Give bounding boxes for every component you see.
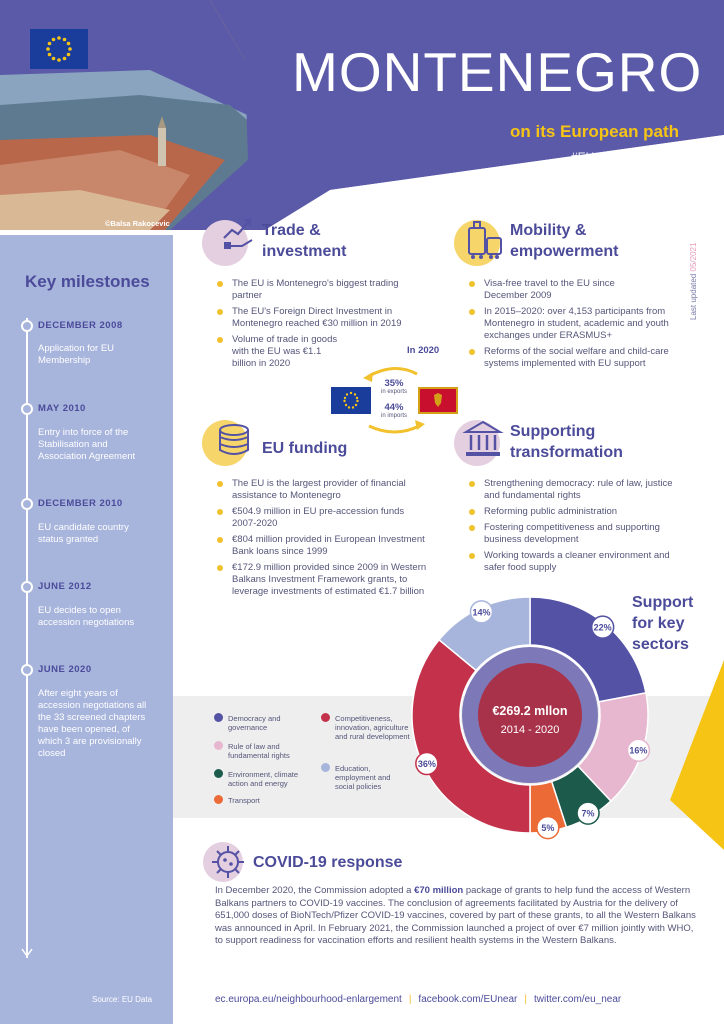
list-item: Reforms of the social welfare and child-care systems implemented with EU support — [468, 346, 680, 370]
list-item: The EU is the largest provider of financial assistance to Montenegro — [216, 478, 428, 502]
imports-stat: 44% in imports — [380, 402, 407, 419]
list-item: Fostering competitiveness and supporting business development — [468, 522, 683, 546]
donut-label: 5% — [541, 823, 555, 834]
milestone-dot — [21, 403, 33, 415]
legend-dot — [214, 795, 223, 804]
hashtag: #EUenlargement — [571, 150, 662, 164]
footer-link-twitter[interactable]: twitter.com/eu_near — [533, 994, 622, 1005]
legend-dot — [214, 741, 223, 750]
donut-center: €269.2 mllon 2014 - 2020 — [492, 704, 568, 736]
milestone-date: MAY 2010 — [38, 403, 86, 414]
montenegro-flag-icon — [418, 387, 458, 414]
eu-flag-small-icon — [331, 387, 371, 414]
legend-dot — [214, 769, 223, 778]
milestone-date: JUNE 2020 — [38, 664, 92, 675]
milestone-dot — [21, 320, 33, 332]
mobility-list — [468, 278, 680, 374]
footer-links: ec.europa.eu/neighbourhood-enlargement | facebook.com/EUnear | twitter.com/eu_near — [215, 994, 622, 1005]
milestones-title: Key milestones — [25, 272, 150, 291]
list-item: Working towards a cleaner environment and safer food supply — [468, 550, 683, 574]
legend-label: Transport — [228, 796, 260, 805]
legend-dot — [321, 763, 330, 772]
list-item: Strengthening democracy: rule of law, justice and fundamental rights — [468, 478, 683, 502]
legend-dot — [214, 713, 223, 722]
list-item: €504.9 million in EU pre-accession funds 2007-2020 — [216, 506, 428, 530]
covid-text: In December 2020, the Commission adopted a €70 million package of grants to help fund the access of Western Balkans partners to COVID-19 vaccines. The conclusion of agreements facilitated by Austria for the delivery of 651,000 doses of BioNTech/Pfizer COVID-19 vaccines, covered by part of these grants, to all the Western Balkans was announced in April. In February 2021, the Commission launched a project of over €7 million jointly with WHO, to support readiness for vaccination efforts and resilient health systems in the Western Balkans. — [215, 885, 696, 946]
milestone-dot — [21, 498, 33, 510]
legend-label: Rule of law and fundamental rights — [228, 742, 290, 760]
legend-label: Education, employment and social policies — [335, 764, 391, 791]
donut-label: 36% — [417, 759, 436, 770]
photo-credit: ©Balsa Rakocevic — [105, 219, 170, 228]
legend-dot — [321, 713, 330, 722]
donut-label: 7% — [581, 808, 595, 819]
donut-label: 22% — [593, 622, 612, 633]
exports-stat: 35% in exports — [380, 378, 407, 395]
supporting-list — [468, 478, 683, 578]
milestone-text: Application for EU Membership — [38, 343, 115, 366]
page-subtitle: on its European path — [510, 122, 680, 141]
sectors-title: Support for key sectors — [632, 594, 694, 653]
funding-list — [216, 478, 428, 602]
funding-title: EU funding — [262, 440, 348, 457]
milestone-dot — [21, 664, 33, 676]
legend-label: Competitiveness, innovation, agriculture and rural development — [335, 714, 410, 741]
footer-link-facebook[interactable]: facebook.com/EUnear — [418, 994, 518, 1005]
list-item: The EU's Foreign Direct Investment in Montenegro reached €30 million in 2019 — [216, 306, 426, 330]
trade-title: Trade & investment — [262, 222, 347, 260]
page-title: MONTENEGRO — [292, 41, 703, 103]
coins-icon — [212, 420, 256, 464]
footer-link-enlargement[interactable]: ec.europa.eu/neighbourhood-enlargement — [215, 994, 402, 1005]
milestone-date: JUNE 2012 — [38, 581, 92, 592]
timeline-arrow-icon — [20, 945, 34, 959]
luggage-icon — [465, 218, 505, 262]
milestone-date: DECEMBER 2010 — [38, 498, 123, 509]
legend-label: Democracy and governance — [228, 714, 281, 732]
trade-year: In 2020 — [407, 345, 440, 356]
donut-label: 16% — [629, 745, 648, 756]
last-updated: Last updated 05/2021 — [689, 242, 698, 320]
list-item: Visa-free travel to the EU since December 2009 — [468, 278, 618, 302]
list-item: €172.9 million provided since 2009 in Western Balkans Investment Framework grants, to leverage investments of estimated €1.7 billion — [216, 562, 428, 598]
milestone-text: EU decides to open accession negotiations — [38, 605, 135, 628]
header-background — [0, 0, 724, 230]
source: Source: EU Data — [92, 995, 153, 1004]
mobility-title: Mobility & empowerment — [510, 222, 619, 260]
list-item: The EU is Montenegro's biggest trading partner — [216, 278, 426, 302]
list-item: Volume of trade in goods with the EU was €1.1 billion in 2020 — [216, 334, 341, 370]
virus-icon — [206, 840, 250, 884]
milestone-date: DECEMBER 2008 — [38, 320, 123, 331]
milestone-text: After eight years of accession negotiations all the 33 screened chapters have been opened, of which 3 are provisionally closed — [38, 688, 147, 759]
growth-hand-icon — [218, 212, 258, 252]
list-item: In 2015–2020: over 4,153 participants from Montenegro in student, academic and youth exchanges under ERASMUS+ — [468, 306, 680, 342]
milestone-text: EU candidate country status granted — [38, 522, 129, 545]
list-item: €804 million provided in European Investment Bank loans since 1999 — [216, 534, 428, 558]
milestone-dot — [21, 581, 33, 593]
list-item: Reforming public administration — [468, 506, 683, 518]
legend-label: Environment, climate action and energy — [228, 770, 299, 788]
eu-flag-icon — [30, 29, 88, 69]
supporting-title: Supporting transformation — [510, 423, 623, 461]
institution-icon — [462, 418, 504, 460]
donut-label: 14% — [472, 607, 491, 618]
covid-title: COVID-19 response — [253, 854, 403, 871]
milestone-text: Entry into force of the Stabilisation and Association Agreement — [38, 427, 136, 462]
